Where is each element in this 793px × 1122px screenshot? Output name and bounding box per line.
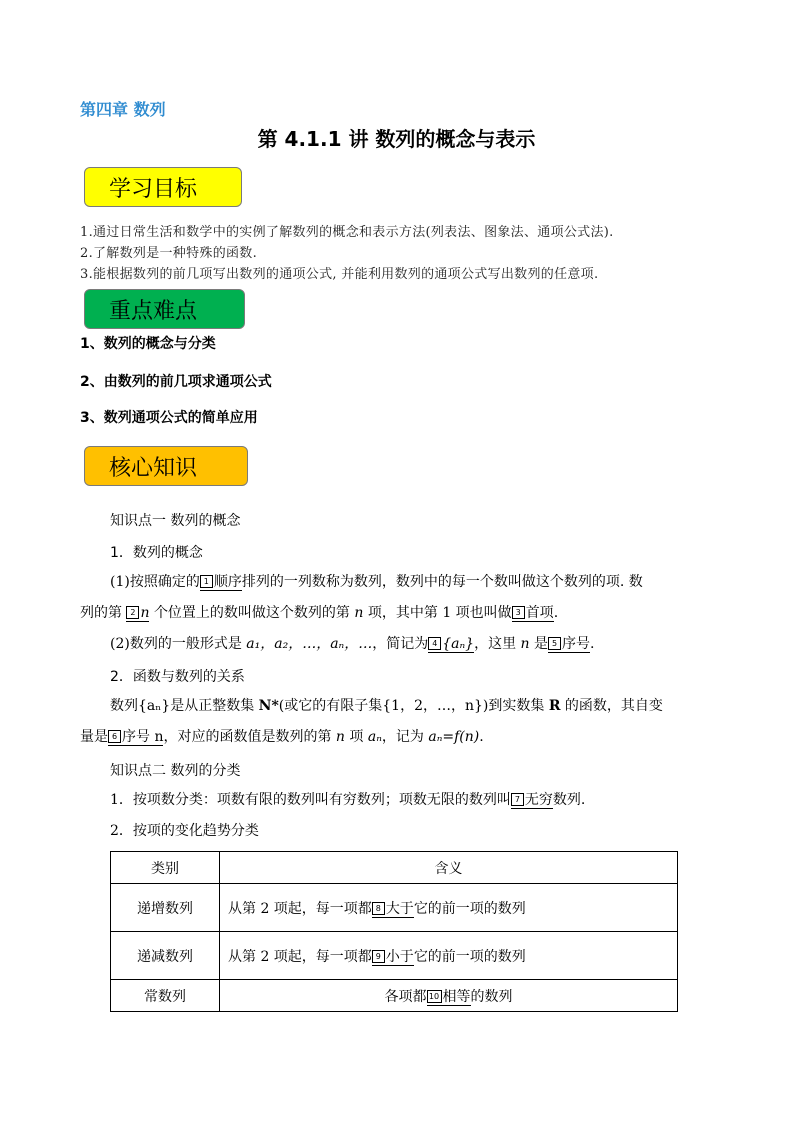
table-header-row — [111, 852, 678, 884]
blank-8 — [372, 901, 414, 918]
blank-5 — [548, 636, 590, 653]
blank-7 — [511, 792, 553, 809]
blank-answer: 顺序 — [213, 574, 242, 590]
subheading-concept: 1．数列的概念 — [110, 545, 203, 561]
set-N: N* — [258, 698, 279, 714]
blank-answer: 首项 — [525, 605, 554, 621]
key-point: 3、数列通项公式的简单应用 — [80, 410, 258, 426]
text: (2)数列的一般形式是 — [110, 636, 242, 652]
text: 它的前一项的数列 — [413, 900, 526, 917]
blank-number: 6 — [108, 730, 121, 743]
text: . — [590, 636, 595, 652]
blank-answer: 序号 — [562, 636, 591, 652]
set-R: R — [548, 698, 561, 714]
goals-badge: 学习目标 — [84, 167, 242, 207]
text: ，这里 — [474, 636, 517, 652]
blank-answer: 无穷 — [524, 792, 553, 808]
blank-number: 5 — [548, 637, 561, 650]
paragraph-classify-trend: 2．按项的变化趋势分类 — [110, 823, 259, 839]
text: 从第 2 项起，每一项都 — [228, 900, 372, 917]
text: 项，其中第 1 项也叫做 — [367, 605, 512, 621]
blank-10 — [427, 989, 471, 1006]
text: 1．按项数分类：项数有限的数列叫有穷数列；项数无限的数列叫 — [110, 792, 511, 808]
text: 排列的一列数称为数列，数列中的每一个数叫做这个数列的项. 数 — [241, 574, 643, 590]
blank-1 — [200, 574, 242, 591]
table-row — [111, 932, 678, 980]
blank-number: 2 — [126, 606, 139, 619]
text: 从第 2 项起，每一项都 — [228, 948, 372, 965]
page-title: 第 4.1.1 讲 数列的概念与表示 — [257, 127, 536, 151]
blank-number: 9 — [372, 950, 385, 963]
classification-table — [110, 851, 678, 1012]
table-row — [111, 980, 678, 1012]
var-an: aₙ — [367, 729, 382, 745]
var-n: n — [354, 605, 364, 621]
table-header: 含义 — [220, 852, 678, 884]
goal-item: 1.通过日常生活和数学中的实例了解数列的概念和表示方法(列表法、图象法、通项公式法). — [80, 225, 614, 240]
text: 它的前一项的数列 — [413, 948, 526, 965]
blank-number: 10 — [427, 990, 442, 1003]
chapter-label: 第四章 数列 — [80, 100, 166, 119]
paragraph-function-line2 — [80, 727, 484, 747]
formula: aₙ=f(n) — [428, 729, 480, 745]
blank-number: 7 — [511, 793, 524, 806]
blank-answer: 小于 — [385, 948, 414, 965]
blank-3 — [512, 605, 554, 622]
text: 的函数，其自变 — [564, 698, 663, 714]
text: 各项都 — [384, 988, 427, 1005]
text: (或它的有限子集{1，2，…，n})到实数集 — [278, 698, 545, 714]
text: 是 — [534, 636, 549, 652]
blank-2 — [126, 605, 149, 622]
blank-6 — [108, 729, 163, 746]
text: 项 — [349, 729, 364, 745]
blank-answer: 相等 — [442, 988, 471, 1005]
paragraph-definition-line2 — [80, 603, 558, 623]
paragraph-classify-count — [110, 790, 585, 810]
goal-item: 2.了解数列是一种特殊的函数. — [80, 246, 258, 261]
paragraph-definition-line1 — [110, 572, 643, 592]
blank-number: 4 — [428, 637, 441, 650]
table-cell-meaning — [220, 884, 678, 932]
key-point: 2、由数列的前几项求通项公式 — [80, 374, 272, 390]
table-cell-type: 常数列 — [111, 980, 220, 1012]
text: 的数列 — [470, 988, 513, 1005]
text: 数列. — [552, 792, 586, 808]
table-header: 类别 — [111, 852, 220, 884]
goal-item: 3.能根据数列的前几项写出数列的通项公式, 并能利用数列的通项公式写出数列的任意项. — [80, 267, 599, 282]
var-n: n — [335, 729, 345, 745]
text: ，记为 — [381, 729, 424, 745]
knowledge-point-2-title: 知识点二 数列的分类 — [110, 763, 241, 779]
core-knowledge-badge: 核心知识 — [84, 446, 248, 486]
subheading-function-relation: 2．函数与数列的关系 — [110, 669, 245, 685]
text: 量是 — [80, 729, 108, 745]
blank-answer: {aₙ} — [442, 636, 475, 652]
text: . — [553, 605, 559, 621]
blank-9 — [372, 949, 414, 966]
text: 列的第 — [80, 605, 122, 621]
var-n: n — [520, 636, 530, 652]
table-cell-type: 递增数列 — [111, 884, 220, 932]
blank-number: 1 — [200, 575, 213, 588]
blank-answer: n — [140, 605, 150, 621]
text: (1)按照确定的 — [110, 574, 200, 590]
blank-answer: 大于 — [385, 900, 414, 917]
text: ，简记为 — [372, 636, 429, 652]
knowledge-point-1-title: 知识点一 数列的概念 — [110, 513, 241, 529]
blank-answer: 序号 n — [122, 729, 164, 745]
paragraph-function-line1 — [110, 696, 663, 716]
table-row — [111, 884, 678, 932]
key-points-badge: 重点难点 — [84, 289, 245, 329]
blank-number: 3 — [512, 606, 525, 619]
table-cell-meaning — [220, 932, 678, 980]
text: 数列{aₙ}是从正整数集 — [110, 698, 255, 714]
table-cell-meaning — [220, 980, 678, 1012]
text: . — [479, 729, 484, 745]
blank-number: 8 — [372, 902, 385, 915]
table-cell-type: 递减数列 — [111, 932, 220, 980]
key-point: 1、数列的概念与分类 — [80, 336, 216, 352]
blank-4 — [428, 636, 474, 653]
paragraph-general-form — [110, 634, 594, 654]
sequence-expression: a₁，a₂，…，aₙ，… — [246, 636, 373, 652]
text: 个位置上的数叫做这个数列的第 — [153, 605, 350, 621]
text: ，对应的函数值是数列的第 — [163, 729, 332, 745]
